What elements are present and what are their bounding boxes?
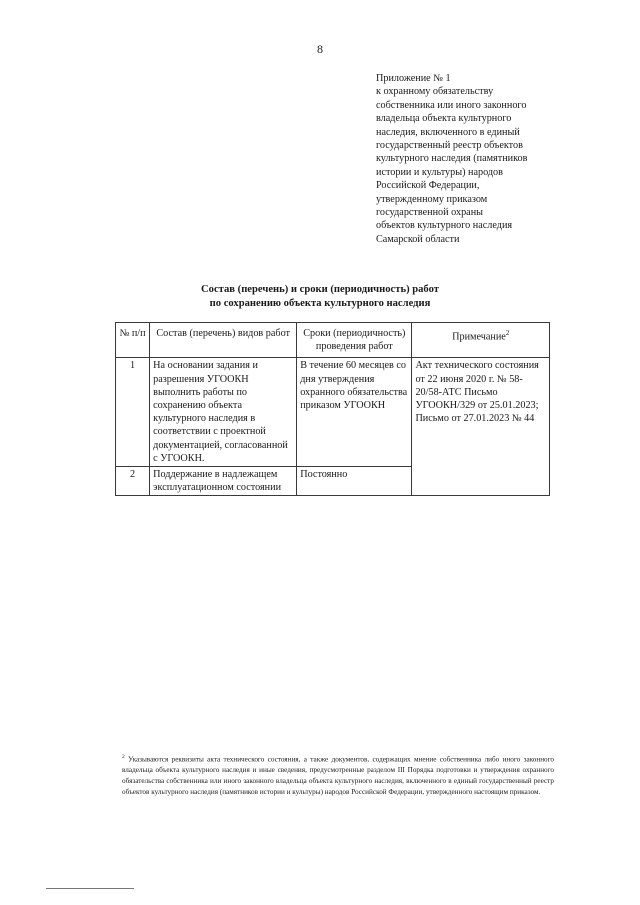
title-line: по сохранению объекта культурного наследия [209, 298, 431, 309]
header-work: Состав (перечень) видов работ [150, 323, 297, 358]
appendix-block [376, 72, 586, 246]
row-num: 1 [116, 358, 150, 467]
appendix-line: истории и культуры) народов [376, 166, 503, 178]
appendix-line: государственной охраны [376, 207, 483, 219]
appendix-line: владельца объекта культурного [376, 113, 512, 125]
table-row [116, 358, 550, 467]
appendix-line: наследия, включенного в единый [376, 126, 520, 138]
row-note: Акт технического состояния от 22 июня 2020 г. № 58-20/58-АТС Письмо УГООКН/329 от 25.01.2023; Письмо от 27.01.2023 № 44 [412, 358, 550, 496]
footnote-mark: 2 [122, 754, 125, 760]
appendix-line: государственный реестр объектов [376, 140, 523, 152]
appendix-line: Приложение № 1 [376, 73, 451, 84]
footnote-text: Указываются реквизиты акта технического состояния, а также документов, содержащих мнение собственника либо иного законного владельца объекта культурного наследия и иные сведения, предусмотренные разделом III Порядка подготовки и утверждения охранного обязательства собственника или иного законного владельца объекта культурного наследия, включенного в единый государственный реестр объектов культурного наследия (памятников истории и культуры) народов Российской Федерации, утвержденного настоящим приказом. [122, 755, 554, 797]
appendix-line: собственника или иного законного [376, 99, 527, 111]
row-term: Постоянно [297, 467, 412, 496]
row-num: 2 [116, 467, 150, 496]
footer-rule [46, 888, 134, 889]
header-term: Сроки (периодичность) проведения работ [297, 323, 412, 358]
footnote [122, 752, 554, 798]
page-number: 8 [317, 42, 323, 56]
header-note-footnote-mark: 2 [505, 329, 510, 337]
works-table [115, 322, 550, 496]
row-term: В течение 60 месяцев со дня утверждения охранного обязательства приказом УГООКН [297, 358, 412, 467]
row-work: На основании задания и разрешения УГООКН выполнить работы по сохранению объекта культурного наследия в соответствии с проектной документацией, согласованной с УГООКН. [150, 358, 297, 467]
appendix-line: объектов культурного наследия [376, 220, 513, 232]
title-line: Состав (перечень) и сроки (периодичность) работ [201, 284, 439, 295]
appendix-line: Самарской области [376, 233, 460, 245]
header-num: № п/п [116, 323, 150, 358]
table-header-row [116, 323, 550, 358]
header-note [412, 323, 550, 358]
appendix-line: культурного наследия (памятников [376, 153, 528, 165]
appendix-line: к охранному обязательству [376, 86, 494, 98]
appendix-line: утвержденному приказом [376, 193, 488, 205]
document-title [0, 283, 640, 311]
row-work: Поддержание в надлежащем эксплуатационном состоянии [150, 467, 297, 496]
appendix-line: Российской Федерации, [376, 180, 480, 192]
header-note-label: Примечание [452, 331, 506, 343]
